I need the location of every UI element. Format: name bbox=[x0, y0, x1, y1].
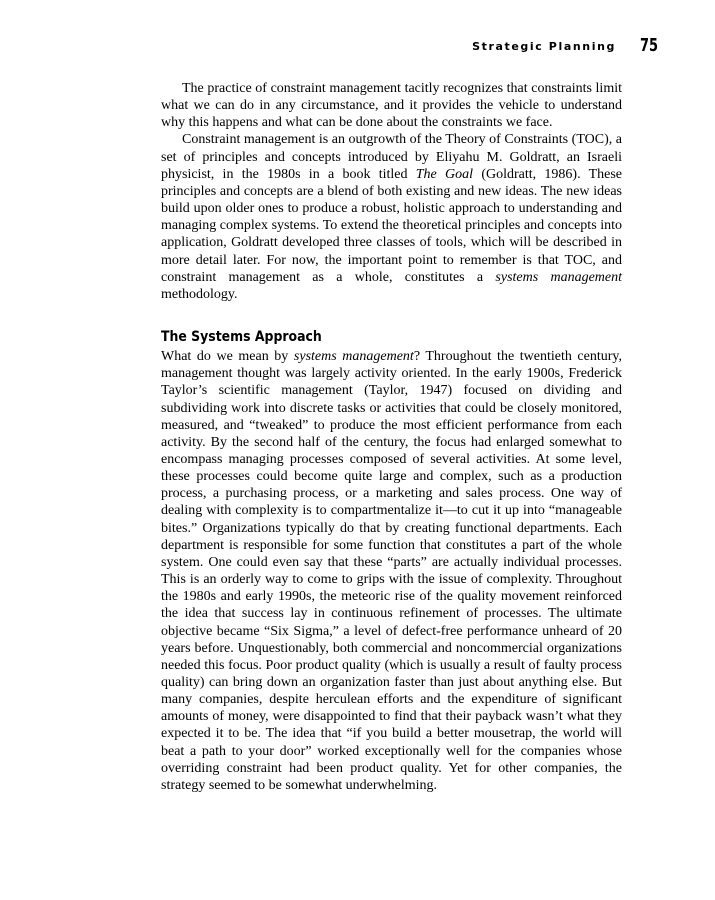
paragraph: What do we mean by systems management? Throughout the twentieth century, management thought was largely activity oriented. In the early 1900s, Frederick Taylor’s scientific management (Taylor, 1947) focused on dividing and subdividing work into discrete tasks or activities that could be closely monitored, measured, and “tweaked” to produce the most efficient performance from each activity. By the second half of the century, the focus had enlarged somewhat to encompass managing processes composed of several activities. At some level, these processes could become quite large and complex, such as a production process, a purchasing process, or a marketing and sales process. One way of dealing with complexity is to compartmentalize it—to cut it up into “manageable bites.” Organizations typically do that by creating functional departments. Each department is responsible for some function that constitutes a part of the whole system. One could even say that these “parts” are actually individual processes. This is an orderly way to come to grips with the issue of complexity. Throughout the 1980s and early 1990s, the meteoric rise of the quality movement reinforced the idea that success lay in continuous refinement of processes. The ultimate objective became “Six Sigma,” a level of defect-free performance unheard of 20 years before. Unquestionably, both commercial and noncommercial organizations needed this focus. Poor product quality (which is usually a result of faulty process quality) can bring down an organization faster than just about anything else. But many companies, despite herculean efforts and the expenditure of significant amounts of money, were disappointed to find that their payback wasn’t what they expected it to be. The idea that “if you build a better mousetrap, the world will beat a path to your door” worked exceptionally well for the companies whose overriding constraint had been product quality. Yet for other companies, the strategy seemed to be somewhat underwhelming. bbox=[161, 349, 622, 793]
emphasis: systems management bbox=[495, 269, 622, 285]
body-text bbox=[161, 80, 622, 794]
running-head: Strategic Planning bbox=[472, 40, 616, 53]
page-number: 75 bbox=[639, 35, 658, 56]
book-title: The Goal bbox=[415, 166, 474, 182]
paragraph: The practice of constraint management tacitly recognizes that constraints limit what we can do in any circumstance, and it provides the vehicle to understand why this happens and what can be done about the constraints we face. bbox=[161, 81, 622, 131]
emphasis: systems management bbox=[293, 349, 414, 365]
page-header bbox=[160, 36, 658, 60]
paragraph: Constraint management is an outgrowth of the Theory of Constraints (TOC), a set of principles and concepts introduced by Eliyahu M. Goldratt, an Israeli physicist, in the 1980s in a book titled The Goal (Goldratt, 1986). These principles and concepts are a blend of both existing and new ideas. The new ideas build upon older ones to produce a robust, holistic approach to understanding and managing complex systems. To extend the theoretical principles and concepts into application, Goldratt developed three classes of tools, which will be described in more detail later. For now, the important point to remember is that TOC, and constraint management as a whole, constitutes a systems management methodology. bbox=[161, 132, 623, 302]
section-heading: The Systems Approach bbox=[161, 329, 322, 346]
